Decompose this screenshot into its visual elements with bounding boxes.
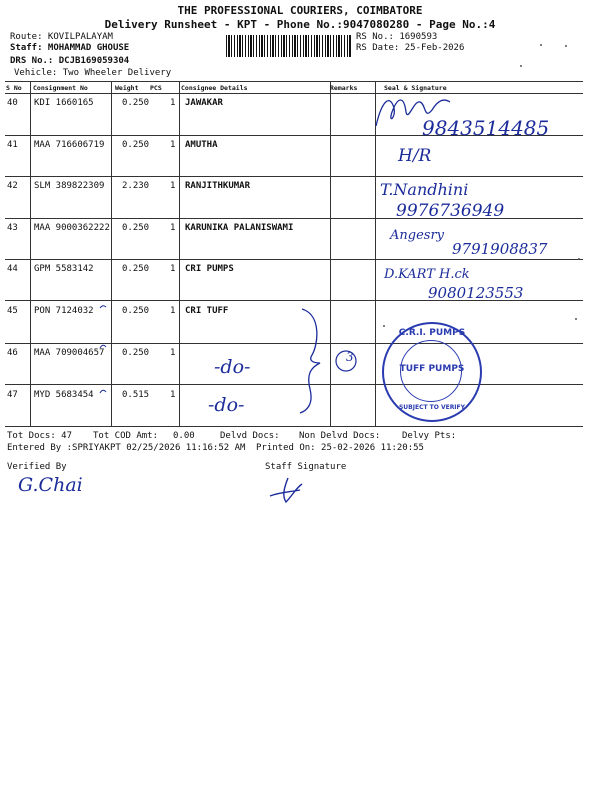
row-sno: 47 <box>7 390 18 400</box>
verified-by-label: Verified By <box>7 462 67 472</box>
col-header-remarks: Remarks <box>330 84 358 92</box>
col-header-consignee: Consignee Details <box>181 84 248 92</box>
row-weight: 0.250 <box>122 264 150 274</box>
verifier-signature: G.Chai <box>18 474 83 496</box>
stamp-motto: SUBJECT TO VERIFY <box>398 404 465 411</box>
stamp-company-name: C.R.I. PUMPS <box>398 328 466 338</box>
row-consignment: MAA 9000362222 <box>34 223 110 233</box>
row-weight: 0.250 <box>122 140 150 150</box>
table-header-border <box>5 93 583 94</box>
col-header-seal: Seal & Signature <box>384 84 447 92</box>
col-header-weight: Weight <box>115 84 139 92</box>
route-label: Route: KOVILPALAYAM <box>10 32 113 42</box>
stamp-center-text: TUFF PUMPS <box>399 364 465 374</box>
row-pcs: 1 <box>170 306 176 316</box>
row-consignment: KDI 1660165 <box>34 98 94 108</box>
row-weight: 0.250 <box>122 348 150 358</box>
col-header-pcs: PCS <box>150 84 162 92</box>
row-sno: 41 <box>7 140 18 150</box>
row-divider <box>5 259 583 260</box>
handwritten-phone: 9976736949 <box>396 201 505 221</box>
row-consignee: AMUTHA <box>185 140 218 150</box>
total-cod-value: 0.00 <box>173 431 195 441</box>
row-consignee: CRI PUMPS <box>185 264 234 274</box>
col-header-sno: S No <box>6 84 22 92</box>
row-sno: 42 <box>7 181 18 191</box>
row-consignment: PON 7124032 <box>34 306 94 316</box>
total-docs: Tot Docs: 47 <box>7 431 73 441</box>
handwritten-ditto: -do- <box>214 356 251 378</box>
entered-by: Entered By :SPRIYAKPT 02/25/2026 11:16:52 AM <box>7 443 246 453</box>
handwritten-phone: 9080123553 <box>428 284 524 302</box>
row-divider <box>5 176 583 177</box>
row-sno: 40 <box>7 98 18 108</box>
scan-speck <box>540 44 542 46</box>
row-consignment: SLM 389822309 <box>34 181 105 191</box>
row-consignment: MAA 709004657 <box>34 348 105 358</box>
row-sno: 44 <box>7 264 18 274</box>
staff-signature-label: Staff Signature <box>265 462 347 472</box>
row-weight: 0.250 <box>122 223 150 233</box>
scan-speck <box>383 325 385 327</box>
handwritten-ditto: -do- <box>208 394 245 416</box>
row-sno: 43 <box>7 223 18 233</box>
drs-number: DRS No.: DCJB169059304 <box>10 56 130 66</box>
rs-date: RS Date: 25-Feb-2026 <box>356 43 465 53</box>
table-bottom-border <box>5 426 583 427</box>
row-sno: 46 <box>7 348 18 358</box>
row-consignee: RANJITHKUMAR <box>185 181 251 191</box>
scan-speck <box>575 318 577 320</box>
barcode <box>226 35 352 57</box>
handwritten-note: H/R <box>398 146 432 166</box>
col-header-consignment: Consignment No <box>33 84 88 92</box>
rs-number: RS No.: 1690593 <box>356 32 438 42</box>
delivered-docs: Delvd Docs: <box>220 431 280 441</box>
table-top-border <box>5 81 583 82</box>
handwritten-phone: 9791908837 <box>452 240 548 258</box>
printed-on: Printed On: 25-02-2026 11:20:55 <box>256 443 424 453</box>
row-divider <box>5 343 583 344</box>
row-weight: 0.250 <box>122 98 150 108</box>
row-pcs: 1 <box>170 223 176 233</box>
row-weight: 2.230 <box>122 181 150 191</box>
scan-speck <box>520 65 522 67</box>
handwritten-phone: 9843514485 <box>422 116 550 140</box>
non-delivered-docs: Non Delvd Docs: <box>299 431 381 441</box>
column-divider <box>179 81 180 426</box>
row-consignee: CRI TUFF <box>185 306 229 316</box>
row-consignee: KARUNIKA PALANISWAMI <box>185 223 294 233</box>
row-pcs: 1 <box>170 264 176 274</box>
company-title: THE PROFESSIONAL COURIERS, COIMBATORE <box>177 4 423 17</box>
vehicle-label: Vehicle: Two Wheeler Delivery <box>14 68 172 78</box>
handwritten-name: Angesry <box>390 228 445 243</box>
total-cod-label: Tot COD Amt: <box>93 431 159 441</box>
row-divider <box>5 384 583 385</box>
row-consignee: JAWAKAR <box>185 98 223 108</box>
row-sno: 45 <box>7 306 18 316</box>
row-pcs: 1 <box>170 98 176 108</box>
row-consignment: MYD 5683454 <box>34 390 94 400</box>
handwritten-name: T.Nandhini <box>380 180 469 199</box>
row-weight: 0.515 <box>122 390 150 400</box>
scan-speck <box>578 258 580 260</box>
row-consignment: GPM 5583142 <box>34 264 94 274</box>
row-pcs: 1 <box>170 348 176 358</box>
staff-label: Staff: MOHAMMAD GHOUSE <box>10 43 130 53</box>
bracket-mark <box>296 305 366 417</box>
row-consignment: MAA 716606719 <box>34 140 105 150</box>
company-stamp <box>382 322 482 422</box>
pen-tick-marks <box>98 298 114 402</box>
runsheet-title: Delivery Runsheet - KPT - Phone No.:9047080280 - Page No.:4 <box>104 18 496 31</box>
handwritten-name: D.KART H.ck <box>384 267 470 282</box>
row-pcs: 1 <box>170 140 176 150</box>
staff-signature-mark <box>266 474 310 504</box>
row-pcs: 1 <box>170 390 176 400</box>
scan-speck <box>565 45 567 47</box>
delivery-points: Delvy Pts: <box>402 431 457 441</box>
column-divider <box>30 81 31 426</box>
bracket-count: 3 <box>346 350 354 364</box>
row-pcs: 1 <box>170 181 176 191</box>
row-weight: 0.250 <box>122 306 150 316</box>
